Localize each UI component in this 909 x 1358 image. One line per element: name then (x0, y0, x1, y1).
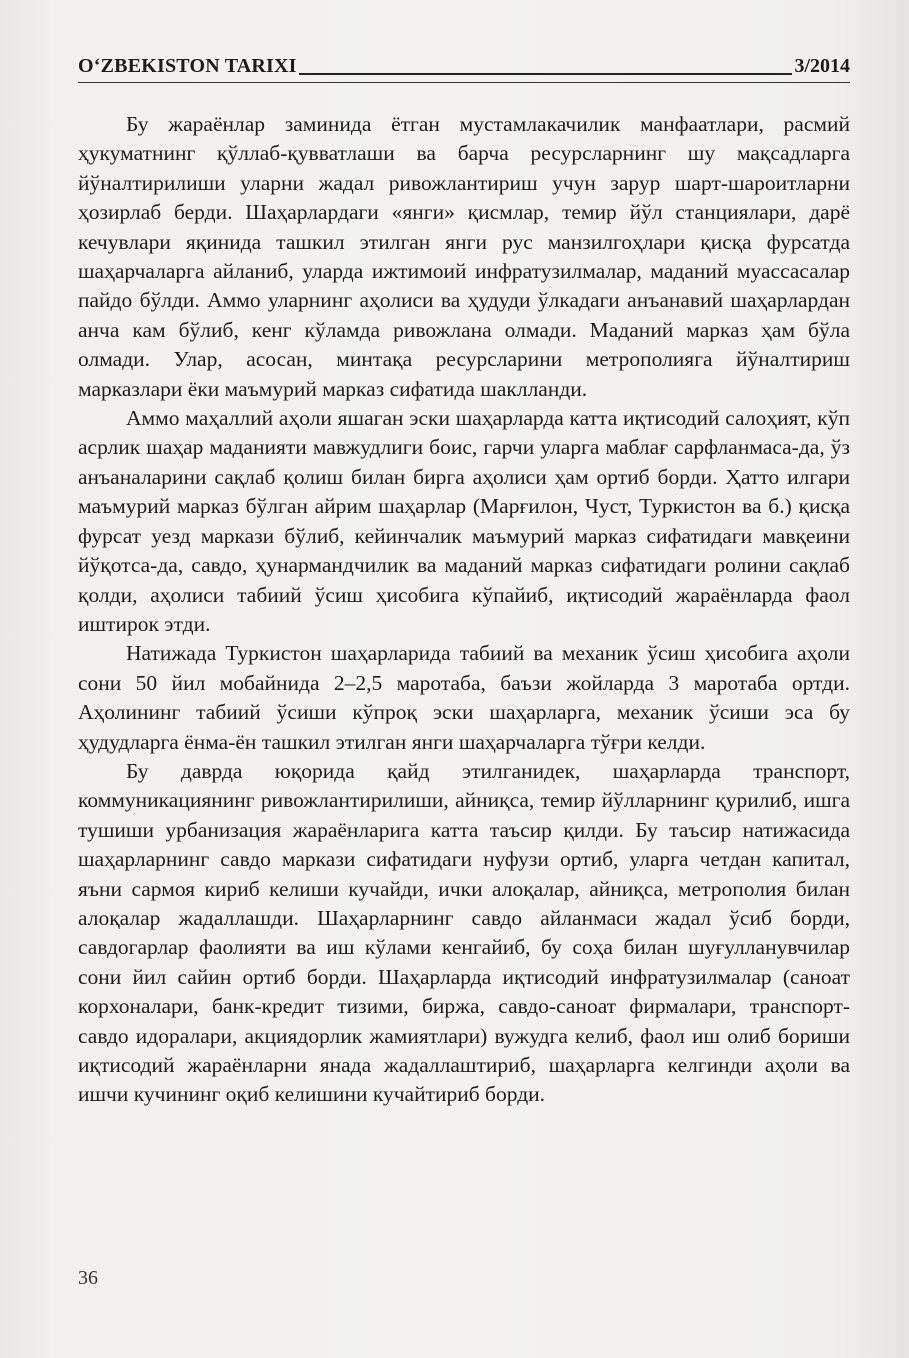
journal-title: OʻZBEKISTON TARIXI (78, 55, 297, 77)
header-divider (78, 82, 850, 83)
page-number: 36 (78, 1267, 98, 1289)
header-rule (299, 73, 793, 75)
article-body (78, 110, 850, 1110)
paragraph: Натижада Туркистон шаҳарларида табиий ва механик ўсиш ҳисобига аҳоли сони 50 йил мобайнида 2–2,5 маротаба, баъзи жойларда 3 маротаба ортди. Аҳолининг табиий ўсиши кўпроқ эски шаҳарларга, механик ўсиши эса бу ҳудудларга ёнма-ён ташкил этилган янги шаҳарчаларга тўғри келди. (78, 641, 850, 754)
paragraph: Аммо маҳаллий аҳоли яшаган эски шаҳарларда катта иқтисодий салоҳият, кўп асрлик шаҳар маданияти мавжудлиги боис, гарчи уларга маблағ сарфланмаса-да, ўз анъаналарини сақлаб қолиш билан бирга аҳолиси ҳам ортиб борди. Ҳатто илгари маъмурий марказ бўлган айрим шаҳарлар (Марғилон, Чуст, Туркистон ва б.) қисқа фурсат уезд маркази бўлиб, кейинчалик маъмурий марказ сифатидаги мавқеини йўқотса-да, савдо, ҳунармандчилик ва маданий марказ сифатидаги ролини сақлаб қолди, аҳолиси табиий ўсиш ҳисобига кўпайиб, иқтисодий жараёнларда фаол иштирок этди. (78, 406, 850, 636)
issue-number: 3/2014 (794, 55, 850, 77)
running-header (78, 50, 850, 80)
paragraph: Бу жараёнлар заминида ётган мустамлакачилик манфаатлари, расмий ҳукуматнинг қўллаб-қувватлаши ва барча ресурсларнинг шу мақсадларга йўналтирилиши уларни жадал ривожлантириш учун зарур шарт-шароитларни ҳозирлаб берди. Шаҳарлардаги «янги» қисмлар, темир йўл станциялари, дарё кечувлари яқинида ташкил этилган янги рус манзилгоҳлари қисқа фурсатда шаҳарчаларга айланиб, уларда ижтимоий инфратузилмалар, маданий муассасалар пайдо бўлди. Аммо уларнинг аҳолиси ва ҳудуди ўлкадаги анъанавий шаҳарлардан анча кам бўлиб, кенг кўламда ривожлана олмади. Маданий марказ ҳам бўла олмади. Улар, асосан, минтақа ресурсларини метрополияга йўналтириш марказлари ёки маъмурий марказ сифатида шаклланди. (78, 112, 850, 401)
paragraph: Бу даврда юқорида қайд этилганидек, шаҳарларда транспорт, коммуникациянинг ривожлантирилиши, айниқса, темир йўлларнинг қурилиб, ишга тушиши урбанизация жараёнларига катта таъсир қилди. Бу таъсир натижасида шаҳарларнинг савдо маркази сифатидаги нуфузи ортиб, уларга четдан капитал, яъни сармоя кириб келиши кучайди, ички алоқалар, айниқса, метрополия билан алоқалар жадаллашди. Шаҳарларнинг савдо айланмаси жадал ўсиб борди, савдогарлар фаолияти ва иш кўлами кенгайиб, бу соҳа билан шуғулланувчилар сони йил сайин ортиб борди. Шаҳарларда иқтисодий инфратузилмалар (саноат корхоналари, банк-кредит тизими, биржа, савдо-саноат фирмалари, транспорт-савдо идоралари, акциядорлик жамиятлари) вужудга келиб, фаол иш олиб бориши иқтисодий жараёнларни янада жадаллаштириб, шаҳарларга келгинди аҳоли ва ишчи кучининг оқиб келишини кучайтириб борди. (78, 758, 850, 1107)
